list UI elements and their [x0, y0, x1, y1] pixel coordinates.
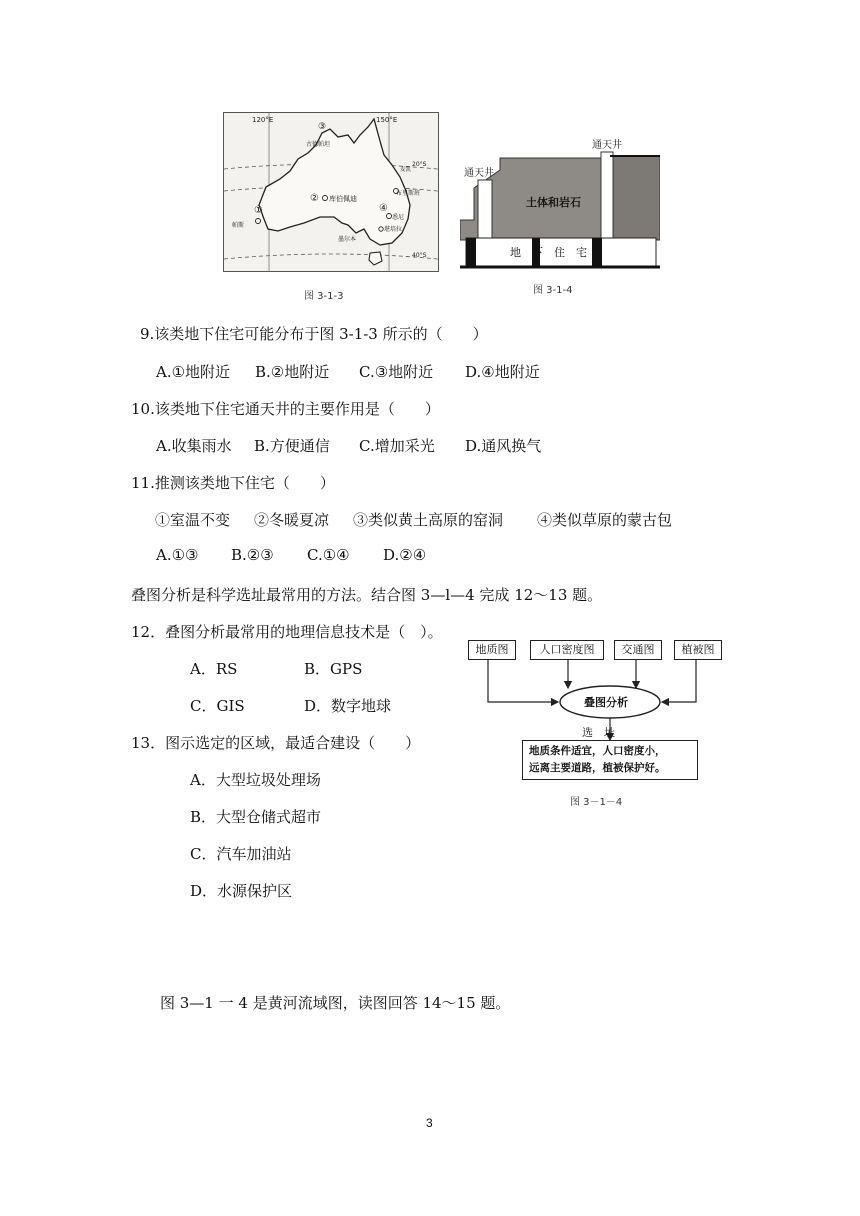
underground-house-figure — [460, 130, 660, 275]
house-label: 地 下 住 宅 — [510, 246, 587, 259]
lon-right-label: 150°E — [376, 116, 398, 124]
tasmania-outline — [369, 252, 382, 265]
q12-option-d: D．数字地球 — [304, 697, 392, 715]
q11-option-a: A.①③ — [156, 546, 199, 564]
site-selection-label: 选 址 — [582, 726, 615, 739]
q11-statement-4: ④类似草原的蒙古包 — [537, 511, 673, 529]
australia-map-svg — [224, 113, 438, 271]
q13-option-c: C．汽车加油站 — [190, 845, 292, 863]
question-10: 10.该类地下住宅通天井的主要作用是（ ） — [131, 400, 440, 418]
marker-1: ① — [254, 205, 263, 216]
city-melbourne-label: 墨尔本 — [338, 236, 357, 243]
input-transport-map: 交通图 — [614, 640, 662, 660]
q11-statement-3: ③类似黄土高原的窑洞 — [353, 511, 504, 529]
q9-option-a: A.①地附近 — [156, 363, 231, 381]
marker-3: ③ — [318, 122, 327, 132]
q10-option-d: D.通风换气 — [465, 437, 542, 455]
australia-map-figure — [223, 112, 439, 272]
question-13: 13．图示选定的区域，最适合建设（ ） — [131, 734, 421, 752]
q9-option-b: B.②地附近 — [255, 363, 330, 381]
flow-caption: 图 3－1－4 — [570, 797, 623, 808]
q9-option-d: D.④地附近 — [465, 363, 540, 381]
q10-option-a: A.收集雨水 — [156, 437, 232, 455]
city-east-label: 布里斯班 — [396, 190, 421, 197]
question-9: 9.该类地下住宅可能分布于图 3-1-3 所示的（ ） — [140, 325, 488, 343]
page-number: 3 — [426, 1116, 433, 1130]
result-box — [522, 740, 698, 780]
question-12: 12．叠图分析最常用的地理信息技术是（ ）。 — [131, 623, 443, 641]
q10-option-b: B.方便通信 — [254, 437, 330, 455]
rock-label: 土体和岩石 — [526, 196, 581, 209]
q13-option-a: A．大型垃圾处理场 — [190, 771, 321, 789]
q13-option-d: D．水源保护区 — [190, 882, 293, 900]
q11-option-b: B.②③ — [231, 546, 274, 564]
lat-top-label: 20°S — [412, 161, 427, 168]
q11-statement-2: ②冬暖夏凉 — [254, 511, 330, 529]
input-population-map: 人口密度图 — [530, 640, 604, 660]
input-vegetation-map: 植被图 — [674, 640, 722, 660]
q11-option-c: C.①④ — [307, 546, 350, 564]
city-northeast-label: 麦凯 — [400, 167, 412, 173]
overlay-analysis-label: 叠图分析 — [584, 696, 628, 709]
marker-4: ④ — [379, 203, 388, 214]
city-sydney-label: 悉尼 — [392, 214, 405, 221]
lat-bottom-label: 40°S — [412, 252, 427, 259]
city-center-label: 库伯佩迪 — [329, 195, 357, 203]
q13-option-b: B．大型仓储式超市 — [190, 808, 322, 826]
intro-12-13: 叠图分析是科学选址最常用的方法。结合图 3—l—4 完成 12～13 题。 — [131, 586, 603, 604]
result-line-2: 远离主要道路，植被保护好。 — [529, 762, 666, 774]
city-top-label: 古德帕坦 — [306, 141, 331, 148]
house-caption: 图 3-1-4 — [533, 285, 573, 296]
q12-option-c: C．GIS — [190, 697, 245, 715]
question-11: 11.推测该类地下住宅（ ） — [131, 474, 335, 492]
q11-option-d: D.②④ — [383, 546, 427, 564]
city-canberra-label: 堪培拉 — [384, 226, 403, 233]
intro-14-15: 图 3—1 一 4 是黄河流域图，读图回答 14～15 题。 — [160, 994, 511, 1012]
q11-statement-1: ①室温不变 — [155, 511, 231, 529]
q9-option-c: C.③地附近 — [359, 363, 434, 381]
city-west-label: 帕斯 — [232, 222, 245, 229]
shaft-right-label: 通天井 — [592, 140, 622, 151]
result-line-1: 地质条件适宜，人口密度小， — [529, 745, 666, 757]
shaft-left-label: 通天井 — [464, 168, 494, 179]
map-caption: 图 3-1-3 — [304, 291, 344, 302]
q12-option-b: B．GPS — [304, 660, 363, 678]
marker-2: ② — [310, 193, 319, 204]
lon-left-label: 120°E — [252, 116, 274, 124]
input-geology-map: 地质图 — [468, 640, 516, 660]
overlay-analysis-diagram — [466, 636, 732, 784]
q10-option-c: C.增加采光 — [359, 437, 435, 455]
q12-option-a: A．RS — [190, 660, 238, 678]
